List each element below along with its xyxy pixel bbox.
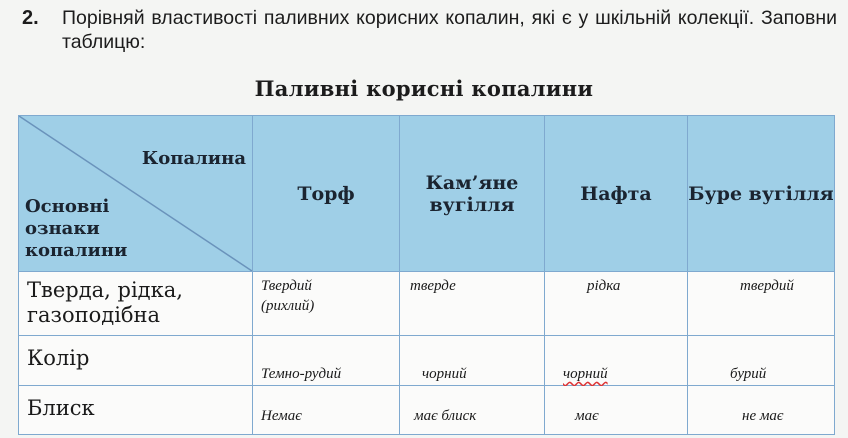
task-statement [22,6,837,54]
column-header-brown-coal: Буре вугілля [688,116,835,272]
header-signs-label: Основні ознаки копалини [25,196,128,261]
cell-oil-color: чорний [563,366,608,382]
header-row [19,116,835,272]
cell-peat-luster: Немає [261,408,302,424]
cell-coal-color: чорний [422,366,467,382]
cell-brown-coal-color: бурий [730,366,767,382]
cell-peat-color: Темно-рудий [261,366,342,382]
row-label-state: Тверда, рідка, газоподібна [27,278,183,327]
table-row-color [19,336,835,386]
task-number: 2. [22,7,39,29]
cell-coal-state: тверде [410,278,456,294]
cell-oil-state: рідка [587,278,621,294]
row-label-luster: Блиск [27,396,95,420]
row-label-color: Колір [27,346,90,370]
column-header-coal: Кам’яне вугілля [400,116,545,272]
column-header-oil: Нафта [545,116,688,272]
cell-coal-luster: має блиск [414,408,477,424]
table-row-luster [19,386,835,435]
cell-brown-coal-luster: не має [742,408,784,424]
task-text: Порівняй властивості паливних корисних копалин, які є у шкільній колекції. Заповни таблицю: [62,7,837,53]
table-row-state [19,272,835,336]
column-header-peat: Торф [253,116,400,272]
header-mineral-label: Копалина [141,148,246,169]
cell-oil-luster: має [575,408,599,424]
cell-peat-state: Твердий (рихлий) [261,278,315,314]
minerals-table [18,115,835,435]
cell-brown-coal-state: твердий [740,278,794,294]
table-title: Паливні корисні копалини [254,76,594,101]
diagonal-header-cell [19,116,253,272]
